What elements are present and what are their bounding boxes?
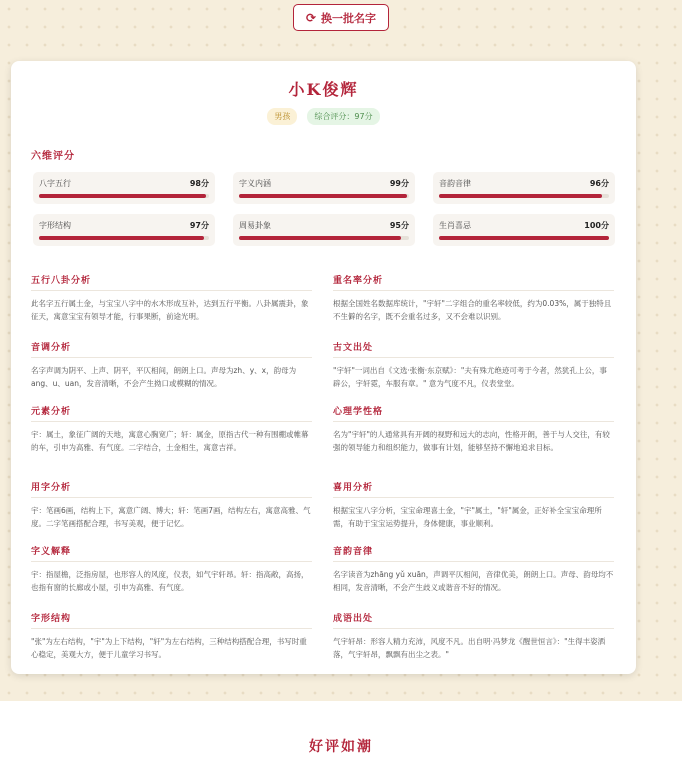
analysis-text: 气宇轩昂：形容人精力充沛，风度不凡。出自明·冯梦龙《醒世恒言》："生得丰姿洒落，气宇轩昂，飘飘有出尘之表。" [333,637,606,659]
analysis-title: 元素分析 [31,404,312,422]
analysis-title: 成语出处 [333,611,614,629]
name-result-card [11,61,636,674]
score-value: 96分 [589,179,609,188]
analysis-column-right [333,273,614,661]
analysis-text: 根据全国姓名数据库统计，"宇轩"二字组合的重名率较低，约为0.03%，属于独特且不生僻的名字，既不会重名过多，又不会难以识别。 [333,299,612,321]
analysis-text: 宇：属土，象征广阔的天地，寓意心胸宽广；轩：属金，原指古代一种有围棚或帷幕的车，引申为高雅、有气度。二字结合，土金相生，寓意吉祥。 [31,430,309,452]
score-item [433,172,615,204]
score-value: 95分 [389,221,409,230]
analysis-text: "张"为左右结构，"宇"为上下结构，"轩"为左右结构，三种结构搭配合理，书写时重心稳定，美观大方，便于儿童学习书写。 [31,637,307,659]
score-bar-fill [39,194,206,198]
analysis-title: 心理学性格 [333,404,614,422]
analysis-title: 用字分析 [31,480,312,498]
analysis-text: 宇：指屋檐，泛指房屋，也形容人的风度，仪表，如气宇轩昂。轩：指高敞，高扬，也指有窗的长廊或小屋，引申为高雅、有气度。 [31,570,309,592]
analysis-text: 名为"宇轩"的人通常具有开阔的视野和远大的志向，性格开朗，善于与人交往，有较强的领导能力和组织能力，做事有计划，能够坚持不懈地追求目标。 [333,430,610,452]
score-bar [439,236,609,240]
refresh-icon: ⟳ [305,10,317,25]
analysis-structure [31,611,312,661]
score-bar-fill [439,236,609,240]
score-value: 100分 [584,221,609,230]
refresh-names-button[interactable] [293,4,389,31]
score-item [233,214,415,246]
analysis-character-use [31,480,312,544]
analysis-text: 名字声调为阴平、上声、阴平，平仄相间，朗朗上口。声母为zh、y、x，韵母为ang、u、uan，发音清晰，不会产生拗口或模糊的情况。 [31,366,297,388]
score-item [33,214,215,246]
score-bar-fill [39,236,204,240]
analysis-text: 此名字五行属土金，与宝宝八字中的水木形成互补，达到五行平衡。八卦属震卦，象征天，寓意宝宝有领导才能，行事果断，前途光明。 [31,299,309,321]
score-item [233,172,415,204]
score-label: 周易卦象 [239,221,271,230]
analysis-title: 音调分析 [31,340,312,358]
analysis-phonetics [333,544,614,611]
score-bar [239,236,409,240]
analysis-title: 重名率分析 [333,273,614,291]
analysis-text: 根据宝宝八字分析，宝宝命理喜土金，"宇"属土，"轩"属金，正好补全宝宝命理所需，有助于宝宝运势提升，身体健康，事业顺利。 [333,506,602,528]
score-value: 98分 [189,179,209,188]
analysis-favorable [333,480,614,544]
score-label: 生肖喜忌 [439,221,471,230]
analysis-tone [31,340,312,404]
score-bar [39,236,209,240]
analysis-idiom-source [333,611,614,661]
reviews-section [0,701,682,767]
score-bar-fill [239,194,407,198]
score-label: 八字五行 [39,179,71,188]
gender-badge: 男孩 [267,108,297,125]
analysis-meaning [31,544,312,611]
score-bar [239,194,409,198]
score-label: 音韵音律 [439,179,471,188]
analysis-title: 音韵音律 [333,544,614,562]
score-value: 99分 [389,179,409,188]
name-title: 小K俊辉 [288,80,359,99]
score-value: 97分 [189,221,209,230]
analysis-title: 字形结构 [31,611,312,629]
analysis-column-left [31,273,312,661]
refresh-label: 换一批名字 [321,11,377,25]
analysis-duplicate-rate [333,273,614,340]
name-badges [11,108,636,125]
analysis-element [31,404,312,480]
overall-score-badge: 综合评分：97分 [307,108,379,125]
scores-heading: 六维评分 [31,151,75,162]
analysis-title: 字义解释 [31,544,312,562]
analysis-classical-source [333,340,614,404]
analysis-title: 古文出处 [333,340,614,358]
score-label: 字形结构 [39,221,71,230]
score-bar-fill [439,194,602,198]
analysis-text: 宇：笔画6画，结构上下，寓意广阔、博大；轩：笔画7画，结构左右，寓意高雅、气度。二字笔画搭配合理，书写美观，便于记忆。 [31,506,311,528]
score-label: 字义内涵 [239,179,271,188]
score-bar-fill [239,236,401,240]
score-item [433,214,615,246]
analysis-text: 名字读音为zhāng yǔ xuān，声调平仄相间，音律优美，朗朗上口。声母、韵母均不相同，发音清晰，不会产生歧义或谐音不好的情况。 [333,570,614,592]
score-bar [39,194,209,198]
analysis-wuxing [31,273,312,340]
top-bar [0,4,682,31]
analysis-psychology [333,404,614,480]
analysis-text: "宇轩"一词出自《文选·张衡·东京赋》："夫有殊尤绝迹可考于今者，然犹孔上公，事辟公，宇轩霓，车服有章。" 意为气度不凡，仪表堂堂。 [333,366,607,388]
analysis-title: 喜用分析 [333,480,614,498]
reviews-title: 好评如潮 [309,739,373,755]
score-item [33,172,215,204]
analysis-title: 五行八卦分析 [31,273,312,291]
score-grid [33,172,615,246]
score-bar [439,194,609,198]
